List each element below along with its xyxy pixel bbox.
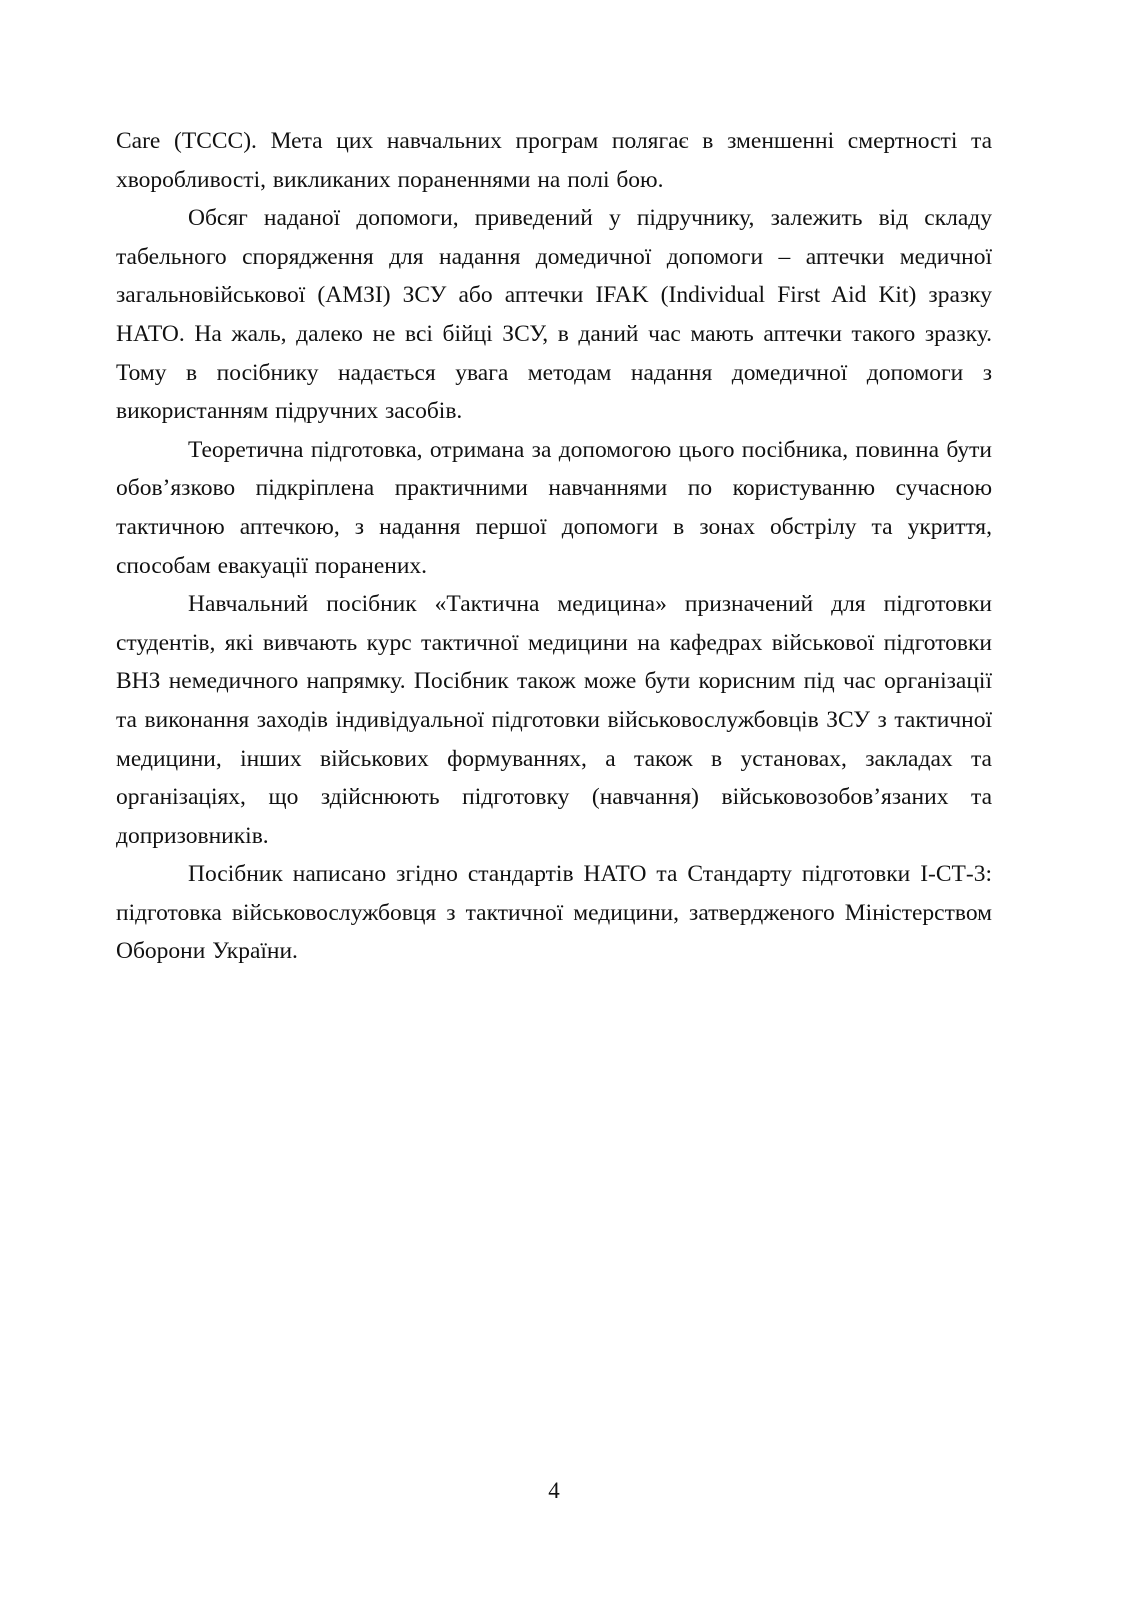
paragraph: Обсяг наданої допомоги, приведений у підручнику, залежить від складу табельного спорядження для надання домедичної допомоги – аптечки медичної загальновійськової (АМЗІ) ЗСУ або аптечки IFAK (Individual First Aid Kit) зразку НАТО. На жаль, далеко не всі бійці ЗСУ, в даний час мають аптечки такого зразку. Тому в посібнику надається увага методам надання домедичної допомоги з використанням підручних засобів.: [116, 205, 992, 425]
paragraph: Посібник написано згідно стандартів НАТО та Стандарту підготовки І-СТ-3: підготовка військовослужбовця з тактичної медицини, затвердженого Міністерством Оборони України.: [116, 861, 992, 965]
paragraph: Навчальний посібник «Тактична медицина» призначений для підготовки студентів, які вивчають курс тактичної медицини на кафедрах військової підготовки ВНЗ немедичного напрямку. Посібник також може бути корисним під час організації та виконання заходів індивідуальної підготовки військовослужбовців ЗСУ з тактичної медицини, інших військових формуваннях, а також в установах, закладах та організаціях, що здійснюють підготовку (навчання) військовозобов’язаних та допризовників.: [116, 591, 992, 849]
paragraph: Care (ТССС). Мета цих навчальних програм полягає в зменшенні смертності та хворобливості, викликаних пораненнями на полі бою.: [116, 128, 992, 193]
document-body: [116, 122, 992, 971]
page-number: 4: [548, 1478, 560, 1503]
paragraph: Теоретична підготовка, отримана за допомогою цього посібника, повинна бути обов’язково підкріплена практичними навчаннями по користуванню сучасною тактичною аптечкою, з надання першої допомоги в зонах обстрілу та укриття, способам евакуації поранених.: [116, 436, 992, 579]
